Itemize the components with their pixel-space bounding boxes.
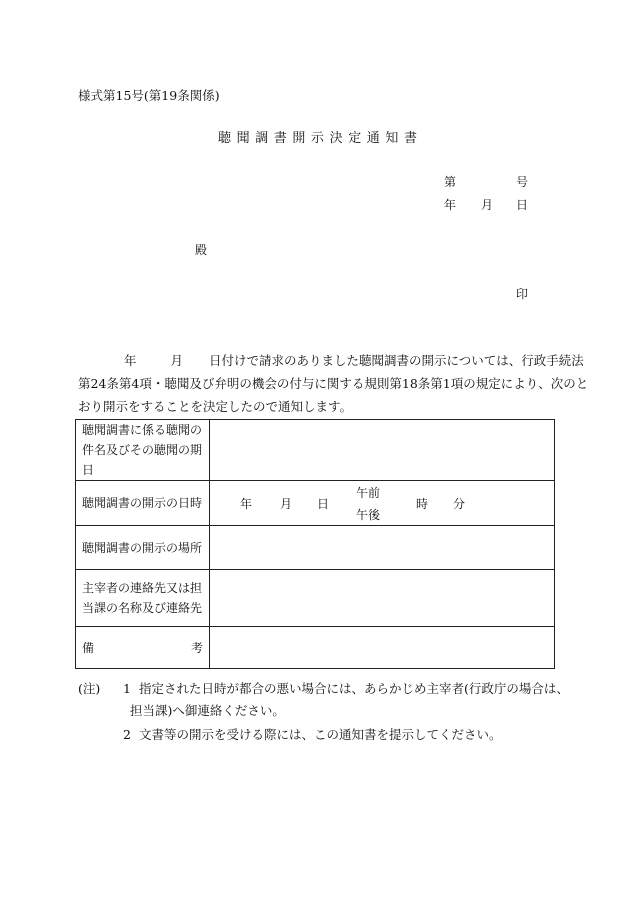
document-number-suffix: 号	[516, 175, 529, 189]
notice-body-line-3: おり開示をすることを決定したので通知します。	[78, 399, 353, 414]
datetime-year-label: 年	[240, 497, 253, 511]
table-row	[76, 481, 555, 526]
contact-info-label: 主宰者の連絡先又は担当課の名称及び連絡先	[76, 570, 210, 627]
notes-section	[78, 678, 569, 746]
date-year-label: 年	[444, 198, 457, 212]
disclosure-place-label: 聴聞調書の開示の場所	[76, 526, 210, 570]
note-1-continuation: 担当課)へ御連絡ください。	[130, 703, 285, 718]
body-year-label: 年	[124, 353, 137, 368]
datetime-pm-label: 午後	[356, 508, 381, 522]
date-day-label: 日	[516, 198, 529, 212]
notice-body-line-1	[78, 349, 584, 372]
document-title: 聴聞調書開示決定通知書	[218, 131, 423, 146]
note-1	[78, 678, 569, 700]
note-2-text: 文書等の開示を受ける際には、この通知書を提示してください。	[139, 727, 502, 742]
hearing-subject-label: 聴聞調書に係る聴聞の件名及びその聴聞の期日	[76, 420, 210, 481]
disclosure-place-field[interactable]	[210, 526, 555, 570]
table-row	[76, 627, 555, 669]
note-2-number: 2	[123, 727, 131, 742]
document-number-prefix: 第	[444, 175, 457, 189]
remarks-field[interactable]	[210, 627, 555, 669]
datetime-month-label: 月	[280, 497, 293, 511]
notice-body-line-2: 第24条第4項・聴聞及び弁明の機会の付与に関する規則第18条第1項の規定により、次のと	[78, 376, 589, 391]
disclosure-details-table	[75, 419, 555, 669]
remarks-label-right: 考	[190, 640, 203, 655]
contact-info-field[interactable]	[210, 570, 555, 627]
datetime-am-label: 午前	[356, 486, 381, 500]
remarks-label	[76, 627, 210, 669]
table-row	[76, 526, 555, 570]
form-number: 様式第15号(第19条関係)	[78, 88, 220, 103]
seal-mark: 印	[516, 287, 529, 301]
note-1-text: 指定された日時が都合の悪い場合には、あらかじめ主宰者(行政庁の場合は、	[139, 681, 569, 696]
body-line1-text: 日付けで請求のありました聴聞調書の開示については、行政手続法	[209, 353, 584, 368]
remarks-label-left: 備	[82, 640, 95, 655]
notes-heading: (注)	[78, 681, 101, 696]
notice-body	[78, 349, 589, 418]
date-month-label: 月	[481, 198, 494, 212]
datetime-minute-label: 分	[453, 497, 466, 511]
note-2	[78, 724, 558, 746]
table-row	[76, 570, 555, 627]
datetime-hour-label: 時	[416, 497, 429, 511]
table-row	[76, 420, 555, 481]
addressee-honorific: 殿	[195, 243, 208, 257]
note-1-number: 1	[123, 681, 131, 696]
disclosure-datetime-field[interactable]	[210, 481, 555, 526]
hearing-subject-field[interactable]	[210, 420, 555, 481]
datetime-day-label: 日	[317, 497, 330, 511]
body-month-label: 月	[170, 353, 184, 368]
disclosure-datetime-label: 聴聞調書の開示の日時	[76, 481, 210, 526]
